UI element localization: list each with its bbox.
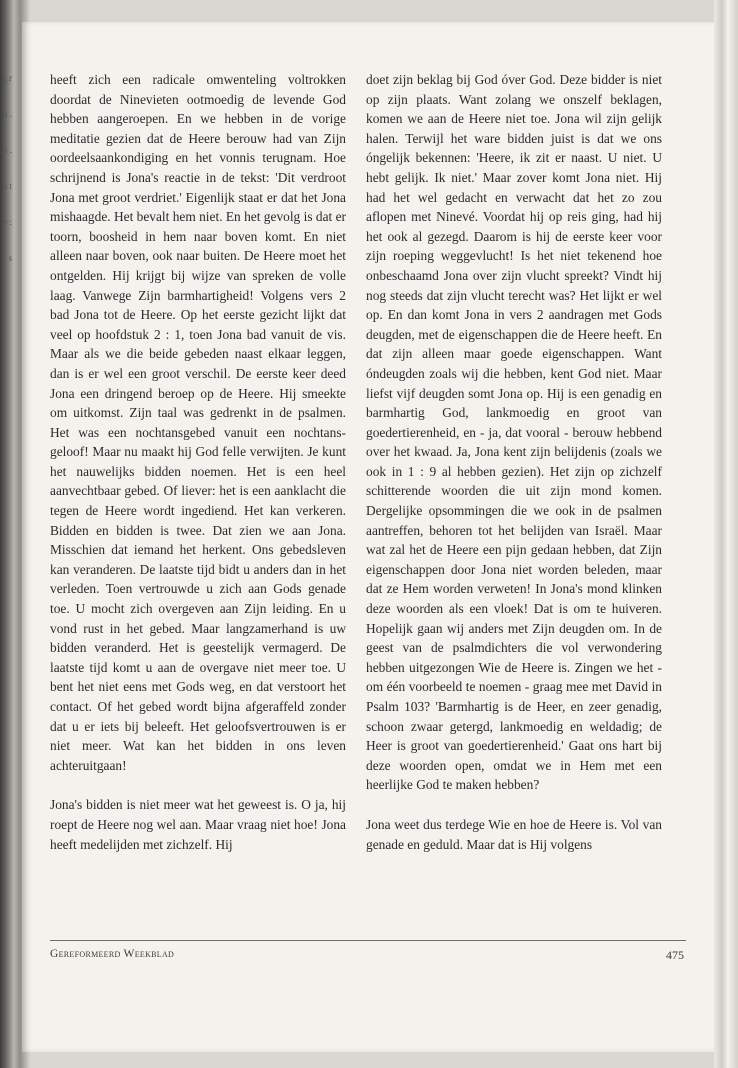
publication-name: Gereformeerd Weekblad bbox=[50, 948, 175, 960]
footer-divider bbox=[50, 940, 686, 941]
left-column bbox=[50, 70, 346, 854]
right-paragraph-2: Jona weet dus terdege Wie en hoe de Heere is. Vol van genade en geduld. Maar dat is Hij volgens bbox=[366, 816, 662, 852]
left-paragraph-2: Jona's bidden is niet meer wat het geweest is. O ja, hij roept de Heere nog wel aan. Maar vraag niet hoe! Jona heeft medelijden met zichzelf. Hij bbox=[50, 797, 346, 852]
magazine-page bbox=[22, 22, 714, 1052]
right-paragraph-1: doet zijn beklag bij God óver God. Deze bidder is niet op zijn plaats. Want zolang we onszelf beklagen, komen we aan de Heere niet toe. Jona wil zijn gelijk halen. Terwijl het ware bidden juist is dat we ons óngelijk bekennen: 'Heere, ik zit er naast. U niet. U hebt gelijk. Ik niet.' Maar zover komt Jona niet. Hij had het wel gedacht en verwacht dat het zo zou aflopen met Ninevé. Voordat hij op reis ging, had hij het ook al gezegd. Daarom is hij de eerste keer voor zijn roeping weggevlucht! Is het niet tekenend hoe onbeschaamd Jona over zijn vlucht spreekt? Vindt hij nog steeds dat zijn vlucht terecht was? Het lijkt er wel op. En dan komt Jona in vers 2 aandragen met Gods deugden, met de eigenschappen die de Heere heeft. En dat zijn alleen maar goede eigenschappen. Want óndeugden zoals wij die hebben, kent God niet. Maar liefst vijf deugden somt Jona op. Hij is een genadig en barmhartig God, lankmoedig en groot van goedertierenheid, en - ja, dat vooral - berouw hebbend over het kwaad. Ja, Jona kent zijn belijdenis (zoals we ook in 1 : 9 al hebben gezien). Het zijn op zichzelf schitterende woorden die uit zijn mond komen. Dergelijke opsommingen die we ook in de psalmen aantreffen, behoren tot het belijden van Israël. Maar wat zal het de Heere een pijn gedaan hebben, dat Zijn eigenschappen door Jona niet worden beleden, maar dat ze Hem worden verweten! In Jona's mond klinken deze woorden als een vloek! Dat is om te huiveren. Hopelijk gaan wij anders met Zijn deugden om. In de geest van de psalmdichters die vol verwondering hebben uitgezongen Wie de Heere is. Zingen we het - om één voorbeeld te noemen - graag mee met David in Psalm 103? 'Barmhartig is de Heer, en zeer genadig, schoon zwaar getergd, lankmoedig en weldadig; de Heer is groot van goedertierenheid.' Gaat ons hart bij deze woorden open, omdat we in Hem met een heerlijke God te maken hebben? bbox=[366, 72, 662, 793]
left-paragraph-1: heeft zich een radicale omwenteling voltrokken doordat de Ninevieten ootmoedig de levende God hebben aangeroepen. En we hebben in de vorige meditatie gezien dat de Heere berouw had van Zijn oordeelsaankondiging en het vonnis terugnam. Hoe schrijnend is Jona's reactie in de tekst: 'Dit verdroot Jona met groot verdriet.' Eigenlijk staat er dat het Jona mishaagde. Het bevalt hem niet. En het gevolg is dat er toorn, boosheid in hem naar boven komt. En niet alleen naar boven, ook naar buiten. De Heere moet het ontgelden. Hij krijgt bij wijze van spreken de volle laag. Vanwege Zijn barmhartigheid! Volgens vers 2 bad Jona tot de Heere. Op het eerste gezicht lijkt dat veel op hoofdstuk 2 : 1, toen Jona bad vanuit de vis. Maar als we die beide gebeden naast elkaar leggen, dan is er wel een groot verschil. De eerste keer deed Jona een dringend beroep op de Heere. Hij smeekte om uitkomst. Zijn taal was gedrenkt in de psalmen. Het was een nochtansgebed vanuit een nochtans-geloof! Maar nu maakt hij God felle verwijten. Je kunt het nauwelijks bidden noemen. Het is een heel aanvechtbaar gebed. Of liever: het is een aanklacht die tegen de Heere wordt ingediend. Het kan verkeren. Bidden en bidden is twee. Dat zien we aan Jona. Misschien dat iemand het herkent. Ons gebedsleven kan veranderen. De laatste tijd bidt u anders dan in het verleden. Toen vertrouwde u zich aan Gods genade toe. U mocht zich overgeven aan Zijn leiding. En u vond rust in het gebed. Maar langzamerhand is uw bidden veranderd. Het is geestelijk vermagerd. De laatste tijd komt u aan de overgave niet meer toe. U bent het niet eens met Gods weg, en dat verstoort het contact. Of het gebed wordt bijna afgeraffeld zonder dat u er iets bij beleeft. Het geloofsvertrouwen is er niet meer. Wat kan het bidden in ons leven achteruitgaan! bbox=[50, 72, 346, 773]
page-stack-edge bbox=[714, 0, 738, 1068]
page-number: 475 bbox=[666, 948, 684, 962]
previous-page-edge-text: g r n . t . n t e : s bbox=[2, 73, 12, 263]
right-column bbox=[366, 70, 662, 854]
